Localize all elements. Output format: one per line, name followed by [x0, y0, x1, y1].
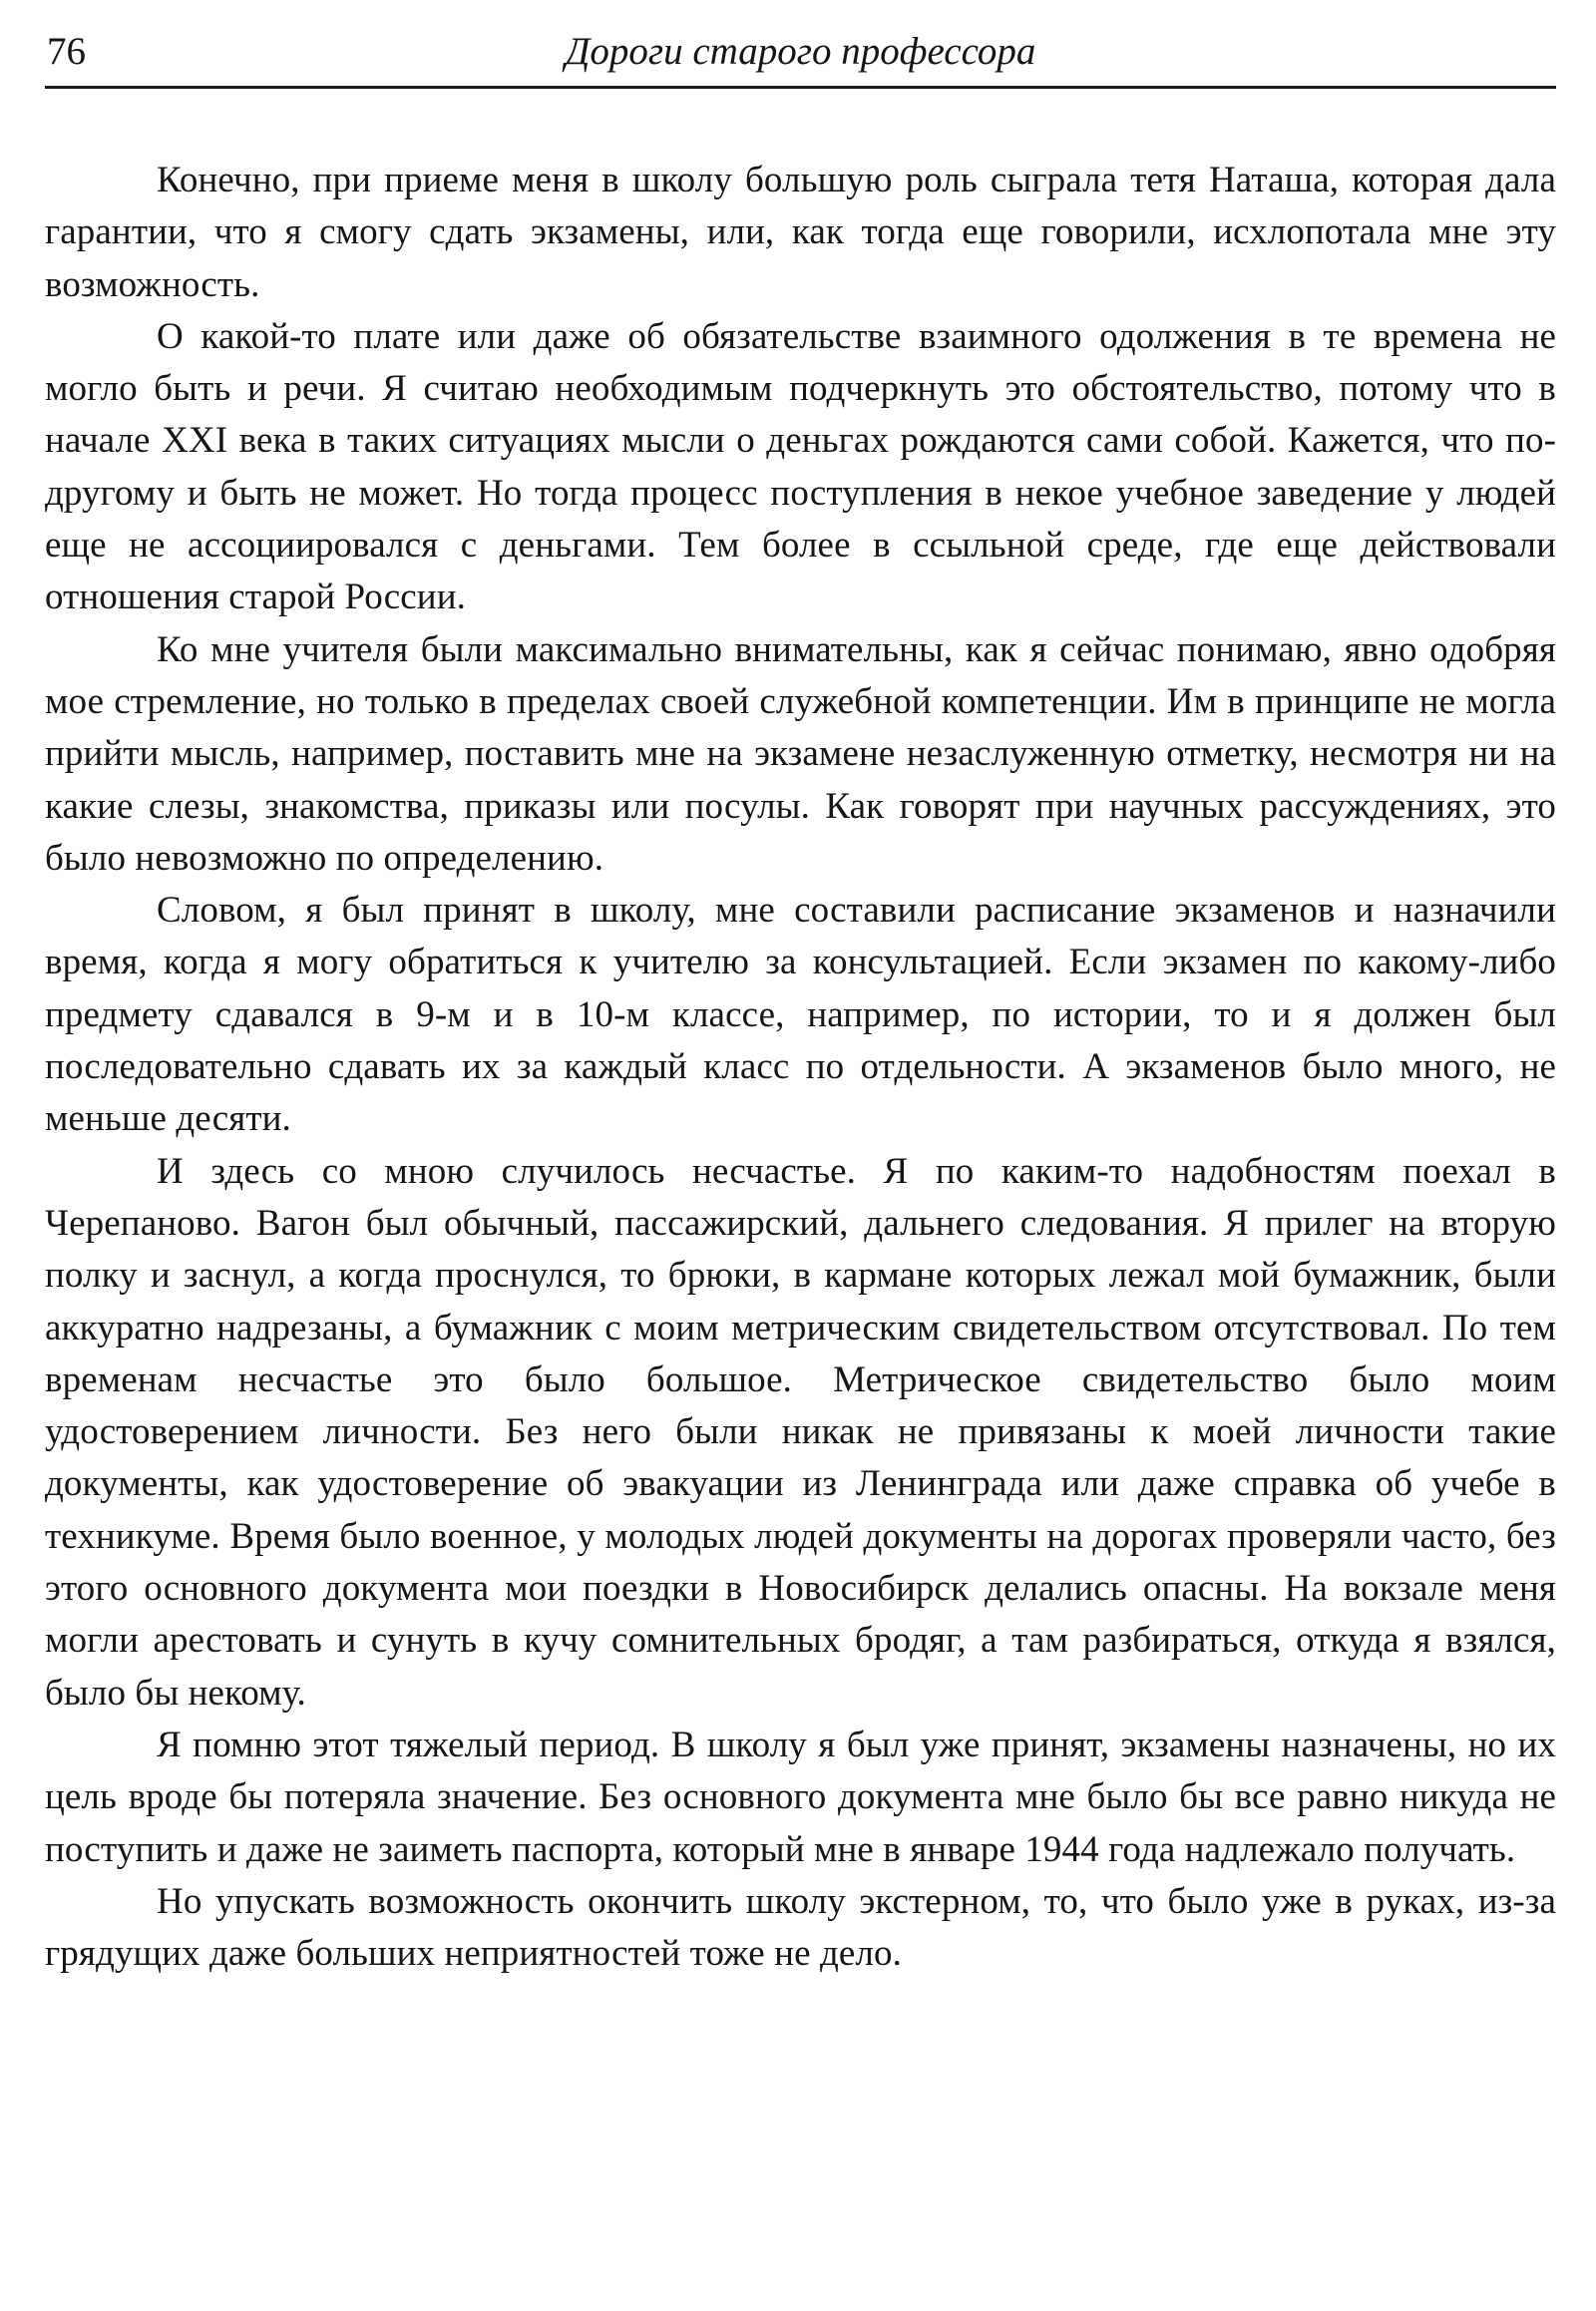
paragraph-5: И здесь со мною случилось несчастье. Я по каким-то надобностям поехал в Черепаново. Вагон был обычный, пассажирский, дальнего следования. Я прилег на вторую полку и заснул, а когда проснулся, то брюки, в кармане которых лежал мой бумажник, были аккуратно надрезаны, а бумажник с моим метрическим свидетельством отсутствовал. По тем временам несчастье это было большое. Метрическое свидетельство было моим удостоверением личности. Без него были никак не привязаны к моей личности такие документы, как удостоверение об эвакуации из Ленинграда или даже справка об учебе в техникуме. Время было военное, у молодых людей документы на дорогах проверяли часто, без этого основного документа мои поездки в Новосибирск делались опасны. На вокзале меня могли арестовать и сунуть в кучу сомнительных бродяг, а там разбираться, откуда я взялся, было бы некому. [45, 1150, 1556, 1714]
paragraph-3: Ко мне учителя были максимально внимательны, как я сейчас понимаю, явно одобряя мое стремление, но только в пределах своей служебной компетенции. Им в принципе не могла прийти мысль, например, поставить мне на экзамене незаслуженную отметку, несмотря ни на какие слезы, знакомства, приказы или посулы. Как говорят при научных рассуждениях, это было невозможно по определению. [45, 628, 1556, 879]
page-number: 76 [47, 30, 86, 73]
running-header [45, 22, 1556, 89]
paragraph-7: Но упускать возможность окончить школу экстерном, то, что было уже в руках, из-за грядущих даже больших неприятностей тоже не дело. [45, 1880, 1556, 1975]
paragraph-1: Конечно, при приеме меня в школу большую роль сыграла тетя Наташа, которая дала гарантии, что я смогу сдать экзамены, или, как тогда еще говорили, исхлопотала мне эту возможность. [45, 160, 1556, 305]
paragraph-6: Я помню этот тяжелый период. В школу я был уже принят, экзамены назначены, но их цель вроде бы потеряла значение. Без основного документа мне было бы все равно никуда не поступить и даже не заиметь паспорта, который мне в январе 1944 года надлежало получать. [45, 1724, 1556, 1870]
paragraph-2: О какой-то плате или даже об обязательстве взаимного одолжения в те времена не могло быть и речи. Я считаю необходимым подчеркнуть это обстоятельство, потому что в начале XXI века в таких ситуациях мысли о деньгах рождаются сами собой. Кажется, что по-другому и быть не может. Но тогда процесс поступления в некое учебное заведение у людей еще не ассоциировался с деньгами. Тем более в ссыльной среде, где еще действовали отношения старой России. [45, 315, 1556, 618]
body-text [45, 155, 1556, 1980]
running-title: Дороги старого профессора [565, 30, 1036, 73]
paragraph-4: Словом, я был принят в школу, мне составили расписание экзаменов и назначили время, когда я могу обратиться к учителю за консультацией. Если экзамен по какому-либо предмету сдавался в 9-м и в 10-м классе, например, по истории, то и я должен был последовательно сдавать их за каждый класс по отдельности. А экзаменов было много, не меньше десяти. [45, 890, 1556, 1140]
book-page [45, 22, 1556, 1980]
